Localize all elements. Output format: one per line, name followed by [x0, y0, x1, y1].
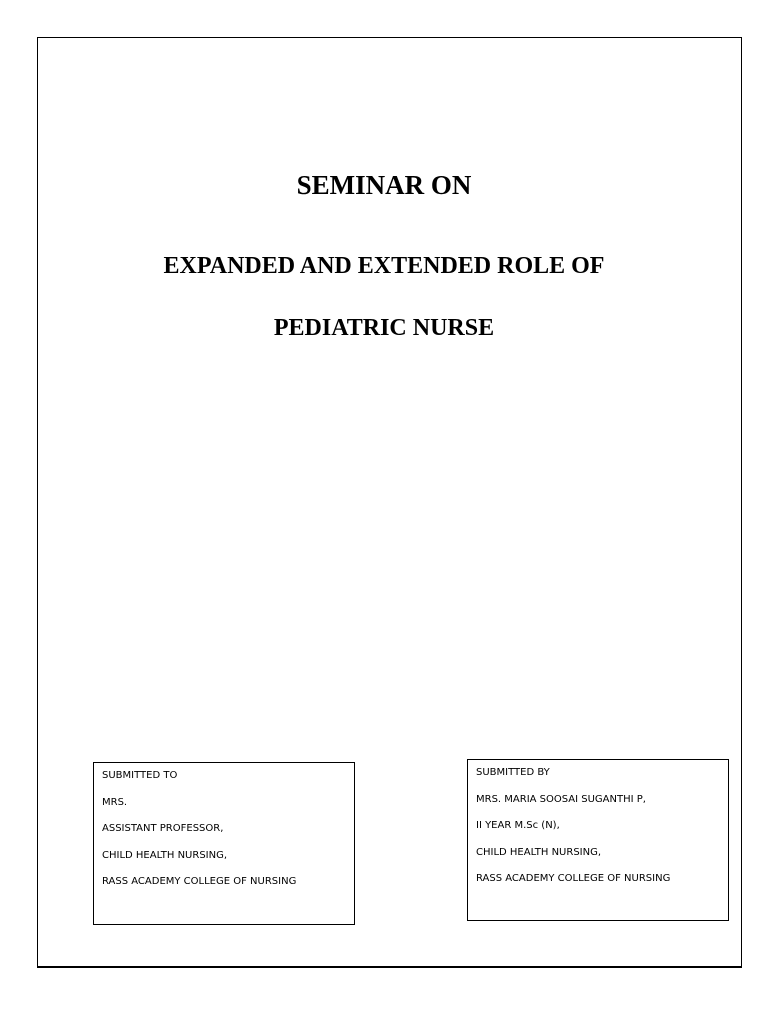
- seminar-heading: SEMINAR ON: [296, 170, 472, 200]
- seminar-title-line-1: EXPANDED AND EXTENDED ROLE OF: [163, 253, 605, 279]
- submitted-by-course: II YEAR M.Sc (N),: [476, 820, 560, 831]
- submitted-by-college: RASS ACADEMY COLLEGE OF NURSING: [476, 873, 671, 884]
- submitted-to-designation: ASSISTANT PROFESSOR,: [102, 823, 224, 834]
- submitted-by-label: SUBMITTED BY: [476, 767, 550, 778]
- submitted-to-college: RASS ACADEMY COLLEGE OF NURSING: [102, 876, 297, 887]
- submitted-by-box: [467, 759, 729, 921]
- submitted-by-department: CHILD HEALTH NURSING,: [476, 846, 602, 858]
- submitted-by-name: MRS. MARIA SOOSAI SUGANTHI P,: [476, 793, 646, 805]
- submitted-to-name: MRS.: [102, 796, 128, 808]
- seminar-title-line-2: PEDIATRIC NURSE: [273, 315, 495, 341]
- submitted-to-department: CHILD HEALTH NURSING,: [102, 849, 228, 861]
- submitted-to-box: [93, 762, 355, 925]
- submitted-to-label: SUBMITTED TO: [102, 770, 178, 781]
